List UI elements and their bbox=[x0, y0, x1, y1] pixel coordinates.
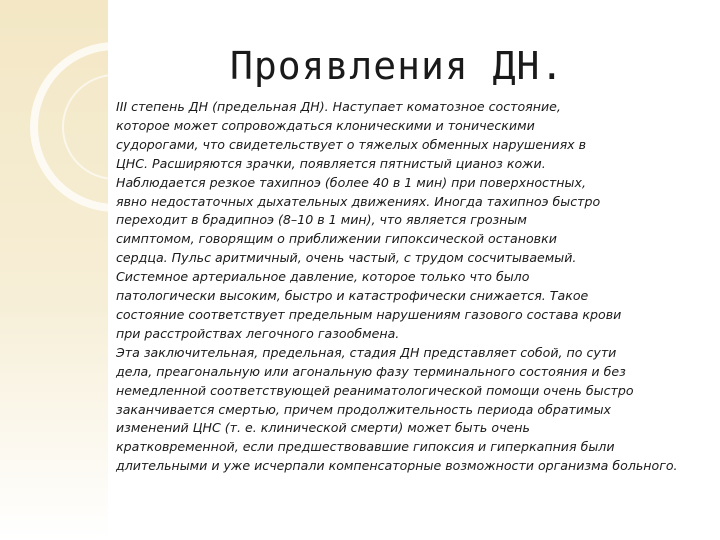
text-line: дела, преагональную или агональную фазу терминального состояния и без bbox=[116, 363, 626, 379]
text-line: патологически высоким, быстро и катастрофически снижается. Такое bbox=[116, 288, 589, 304]
text-line: Эта заключительная, предельная, стадия ДН представляет собой, по сути bbox=[116, 344, 617, 360]
text-line: заканчивается смертью, причем продолжительность периода обратимых bbox=[116, 401, 611, 417]
text-line: при расстройствах легочного газообмена. bbox=[116, 325, 400, 341]
text-line: немедленной соответствующей реаниматологической помощи очень быстро bbox=[116, 382, 634, 398]
text-line: ЦНС. Расширяются зрачки, появляется пятнистый цианоз кожи. bbox=[116, 155, 546, 171]
text-line: Системное артериальное давление, которое только что было bbox=[116, 269, 530, 285]
text-line: сердца. Пульс аритмичный, очень частый, с трудом сосчитываемый. bbox=[116, 250, 577, 266]
page-title: Проявления ДН. bbox=[230, 44, 565, 88]
text-line: симптомом, говорящим о приближении гипоксической остановки bbox=[116, 231, 557, 247]
text-line: изменений ЦНС (т. е. клинической смерти) может быть очень bbox=[116, 420, 530, 436]
text-line: переходит в брадипноэ (8–10 в 1 мин), что является грозным bbox=[116, 212, 527, 228]
text-line: судорогами, что свидетельствует о тяжелых обменных нарушениях в bbox=[116, 136, 587, 152]
text-line: кратковременной, если предшествовавшие гипоксия и гиперкапния были bbox=[116, 439, 615, 455]
text-line: явно недостаточных дыхательных движениях. Иногда тахипноэ быстро bbox=[116, 193, 601, 209]
text-line: которое может сопровождаться клоническими и тоническими bbox=[116, 117, 535, 133]
body-text bbox=[116, 98, 696, 476]
text-line: III степень ДН (предельная ДН). Наступает коматозное состояние, bbox=[116, 99, 561, 114]
text-line: длительными и уже исчерпали компенсаторные возможности организма больного. bbox=[116, 458, 678, 474]
text-line: состояние соответствует предельным нарушениям газового состава крови bbox=[116, 306, 622, 322]
text-line: Наблюдается резкое тахипноэ (более 40 в 1 мин) при поверхностных, bbox=[116, 174, 586, 190]
